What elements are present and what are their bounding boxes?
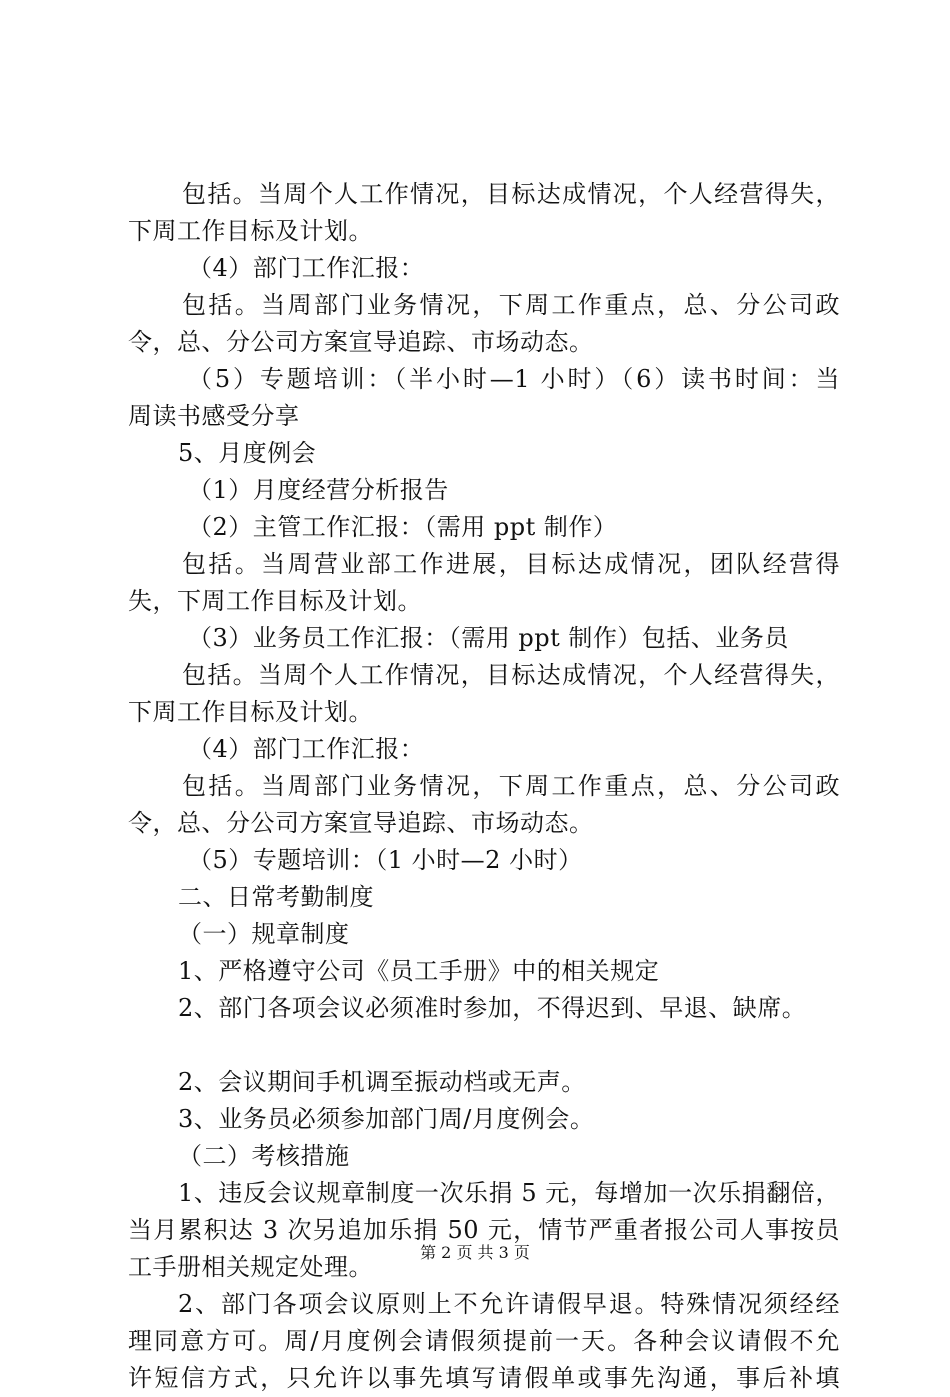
paragraph-line: 2、部门各项会议必须准时参加，不得迟到、早退、缺席。 bbox=[178, 994, 807, 1022]
blank-line bbox=[128, 1027, 840, 1064]
paragraph-line: 包括。当周个人工作情况，目标达成情况，个人经营得失， bbox=[182, 180, 840, 208]
paragraph-line: 令，总、分公司方案宣导追踪、市场动态。 bbox=[128, 809, 594, 837]
paragraph-line: （2）主管工作汇报：（需用 ppt 制作） bbox=[188, 513, 618, 541]
paragraph-line: （5）专题培训：（1 小时—2 小时） bbox=[188, 846, 583, 874]
paragraph-line: 2、会议期间手机调至振动档或无声。 bbox=[178, 1068, 586, 1096]
section-heading: （二）考核措施 bbox=[178, 1142, 350, 1170]
paragraph-line: 工手册相关规定处理。 bbox=[128, 1253, 373, 1281]
paragraph-line: 3、业务员必须参加部门周/月度例会。 bbox=[178, 1105, 595, 1133]
paragraph-line: 下周工作目标及计划。 bbox=[128, 217, 373, 245]
paragraph-line: 1、严格遵守公司《员工手册》中的相关规定 bbox=[178, 957, 660, 985]
paragraph-line: （3）业务员工作汇报：（需用 ppt 制作）包括、业务员 bbox=[188, 624, 789, 652]
section-heading: （一）规章制度 bbox=[178, 920, 350, 948]
document-body bbox=[128, 176, 840, 1397]
paragraph-line: 包括。当周部门业务情况，下周工作重点，总、分公司政 bbox=[182, 291, 840, 319]
paragraph-line: 包括。当周营业部工作进展，目标达成情况，团队经营得 bbox=[182, 550, 840, 578]
paragraph-line: 包括。当周部门业务情况，下周工作重点，总、分公司政 bbox=[182, 772, 840, 800]
paragraph-line: 许短信方式，只允许以事先填写请假单或事先沟通，事后补填 bbox=[128, 1364, 840, 1392]
paragraph-line: 令，总、分公司方案宣导追踪、市场动态。 bbox=[128, 328, 594, 356]
paragraph-line: （1）月度经营分析报告 bbox=[188, 476, 449, 504]
section-heading: 二、日常考勤制度 bbox=[178, 883, 374, 911]
paragraph-line: （5）专题培训：（半小时—1 小时）（6）读书时间：当 bbox=[188, 365, 840, 393]
paragraph-line: 理同意方可。周/月度例会请假须提前一天。各种会议请假不允 bbox=[128, 1327, 840, 1355]
section-heading: 5、月度例会 bbox=[178, 439, 317, 467]
paragraph-line: （4）部门工作汇报： bbox=[188, 254, 425, 282]
paragraph-line: 下周工作目标及计划。 bbox=[128, 698, 373, 726]
page-number-footer: 第 2 页 共 3 页 bbox=[420, 1243, 530, 1262]
paragraph-line: 1、违反会议规章制度一次乐捐 5 元，每增加一次乐捐翻倍， bbox=[178, 1179, 840, 1207]
paragraph-line: 包括。当周个人工作情况，目标达成情况，个人经营得失， bbox=[182, 661, 840, 689]
paragraph-line: （4）部门工作汇报： bbox=[188, 735, 425, 763]
paragraph-line: 当月累积达 3 次另追加乐捐 50 元，情节严重者报公司人事按员 bbox=[128, 1216, 840, 1244]
paragraph-line: 失，下周工作目标及计划。 bbox=[128, 587, 422, 615]
paragraph-line: 2、部门各项会议原则上不允许请假早退。特殊情况须经经 bbox=[178, 1290, 840, 1318]
paragraph-line: 周读书感受分享 bbox=[128, 402, 300, 430]
